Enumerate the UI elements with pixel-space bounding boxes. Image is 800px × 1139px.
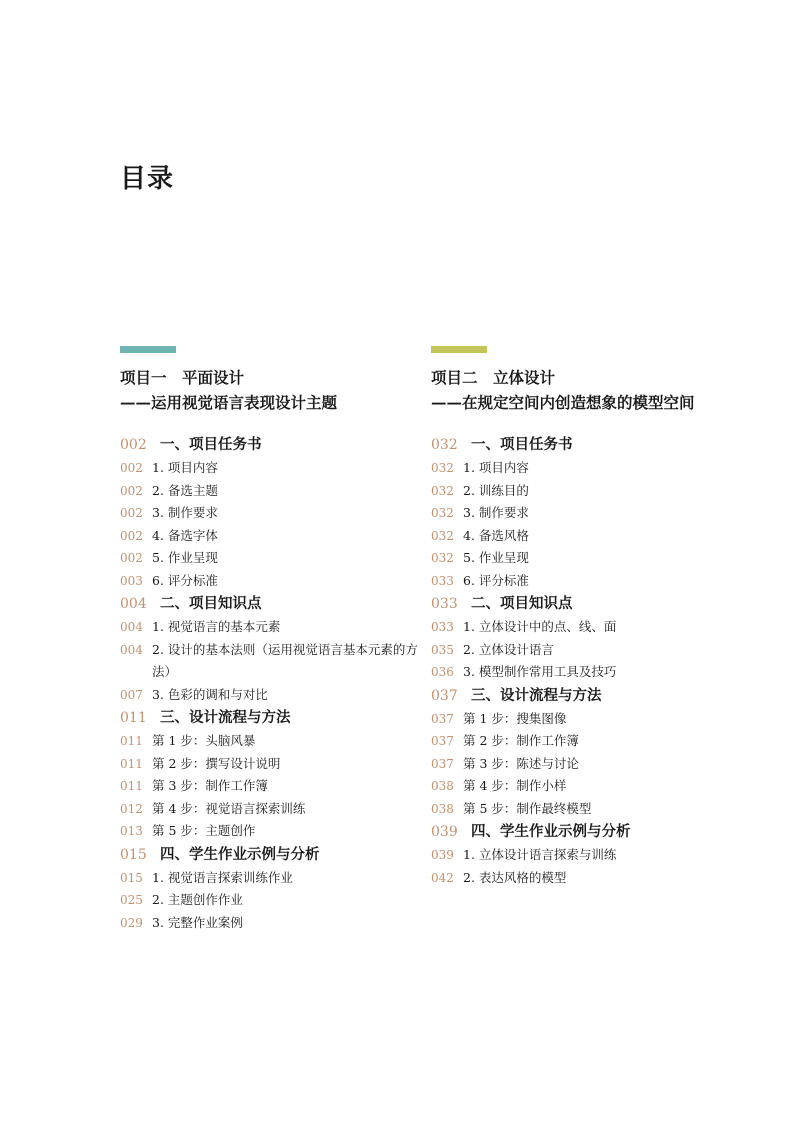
accent-bar <box>120 346 176 353</box>
entry-title: 一、项目任务书 <box>471 436 573 453</box>
toc-item-entry <box>431 616 731 639</box>
toc-column-project-one <box>120 346 420 934</box>
page-number: 002 <box>120 437 147 453</box>
page-number: 002 <box>120 528 143 543</box>
page-number: 025 <box>120 893 143 907</box>
entry-title: 第 5 步：制作最终模型 <box>463 800 592 816</box>
page-number: 039 <box>431 824 458 840</box>
toc-item-entry <box>431 525 731 548</box>
toc-column-project-two <box>431 346 731 889</box>
entry-title: 三、设计流程与方法 <box>160 709 291 726</box>
toc-entries <box>120 433 420 934</box>
toc-item-entry <box>431 639 731 662</box>
page-number: 013 <box>120 824 143 838</box>
toc-item-entry <box>120 867 420 890</box>
page-number: 029 <box>120 915 143 930</box>
project-title: 项目二 立体设计 <box>431 368 556 387</box>
accent-bar <box>431 346 487 353</box>
page-number: 011 <box>120 779 143 793</box>
toc-section-entry <box>120 843 420 867</box>
entry-title: 第 4 步：制作小样 <box>463 778 567 793</box>
page-number: 037 <box>431 734 454 748</box>
toc-item-entry <box>120 775 420 798</box>
entry-title: 一、项目任务书 <box>160 436 262 453</box>
page-number: 003 <box>120 573 143 588</box>
toc-entries <box>431 433 731 889</box>
page-number: 032 <box>431 528 454 543</box>
toc-item-entry <box>120 547 420 570</box>
page-number: 002 <box>120 461 143 475</box>
toc-item-entry <box>431 798 731 821</box>
entry-title: 6. 评分标准 <box>152 572 218 588</box>
entry-title: 5. 作业呈现 <box>152 550 218 565</box>
toc-item-entry <box>120 616 420 639</box>
entry-title: 2. 训练目的 <box>463 482 529 498</box>
page-number: 038 <box>431 801 454 816</box>
page-number: 033 <box>431 596 458 612</box>
page-number: 039 <box>431 848 454 862</box>
toc-section-entry <box>120 706 420 730</box>
toc-item-entry <box>431 753 731 776</box>
toc-item-entry <box>120 684 420 707</box>
entry-title: 1. 视觉语言的基本元素 <box>152 619 281 634</box>
entry-title: 2. 设计的基本法则（运用视觉语言基本元素的方法） <box>152 641 418 679</box>
entry-title: 二、项目知识点 <box>160 595 262 612</box>
toc-section-entry <box>431 433 731 457</box>
page-number: 015 <box>120 846 147 863</box>
page-number: 011 <box>120 756 143 771</box>
page-number: 007 <box>120 687 143 702</box>
entry-title: 第 2 步：制作工作簿 <box>463 733 579 748</box>
entry-title: 1. 项目内容 <box>463 460 529 475</box>
entry-title: 第 3 步：制作工作簿 <box>152 778 268 793</box>
toc-item-entry <box>120 889 420 912</box>
entry-title: 2. 备选主题 <box>152 482 218 498</box>
entry-title: 四、学生作业示例与分析 <box>160 845 320 863</box>
entry-title: 3. 模型制作常用工具及技巧 <box>463 664 617 679</box>
page-number: 033 <box>431 573 454 588</box>
entry-title: 第 4 步：视觉语言探索训练 <box>152 800 306 816</box>
toc-section-entry <box>431 684 731 708</box>
entry-title: 1. 立体设计语言探索与训练 <box>463 847 617 862</box>
entry-title: 二、项目知识点 <box>471 595 573 612</box>
project-subtitle: ——运用视觉语言表现设计主题 <box>120 393 338 412</box>
toc-section-entry <box>431 820 731 844</box>
page-number: 004 <box>120 642 143 657</box>
page-number: 002 <box>120 551 143 565</box>
toc-item-entry <box>431 867 731 890</box>
entry-title: 3. 色彩的调和与对比 <box>152 686 268 702</box>
entry-title: 4. 备选字体 <box>152 527 218 543</box>
entry-title: 第 1 步：头脑风暴 <box>152 733 256 748</box>
entry-title: 5. 作业呈现 <box>463 550 529 565</box>
toc-item-entry <box>120 639 420 684</box>
page-number: 004 <box>120 596 147 612</box>
entry-title: 第 5 步：主题创作 <box>152 823 256 838</box>
toc-item-entry <box>120 912 420 935</box>
project-subtitle: ——在规定空间内创造想象的模型空间 <box>431 393 695 412</box>
entry-title: 2. 立体设计语言 <box>463 641 554 657</box>
page-number: 002 <box>120 483 143 498</box>
entry-title: 第 3 步：陈述与讨论 <box>463 755 579 771</box>
page-number: 032 <box>431 483 454 498</box>
entry-title: 2. 表达风格的模型 <box>463 869 567 885</box>
entry-title: 1. 立体设计中的点、线、面 <box>463 619 617 634</box>
toc-item-entry <box>120 820 420 843</box>
page-number: 032 <box>431 506 454 520</box>
toc-section-entry <box>431 592 731 616</box>
toc-item-entry <box>120 753 420 776</box>
page-number: 037 <box>431 687 458 704</box>
page-number: 033 <box>431 620 454 634</box>
toc-item-entry <box>120 525 420 548</box>
toc-item-entry <box>120 570 420 593</box>
toc-item-entry <box>431 844 731 867</box>
toc-item-entry <box>431 730 731 753</box>
toc-item-entry <box>431 547 731 570</box>
entry-title: 1. 视觉语言探索训练作业 <box>152 869 293 885</box>
page-number: 011 <box>120 734 143 748</box>
page-number: 032 <box>431 551 454 565</box>
toc-item-entry <box>431 480 731 503</box>
toc-item-entry <box>431 661 731 684</box>
toc-section-entry <box>120 433 420 457</box>
page-title: 目录 <box>120 164 175 194</box>
toc-item-entry <box>431 502 731 525</box>
entry-title: 4. 备选风格 <box>463 527 529 543</box>
entry-title: 第 1 步：搜集图像 <box>463 710 567 726</box>
toc-section-entry <box>120 592 420 616</box>
toc-item-entry <box>431 708 731 731</box>
page-number: 036 <box>431 665 454 679</box>
toc-item-entry <box>120 480 420 503</box>
toc-item-entry <box>120 730 420 753</box>
entry-title: 2. 主题创作作业 <box>152 892 243 907</box>
entry-title: 3. 完整作业案例 <box>152 914 243 930</box>
page-number: 011 <box>120 710 147 726</box>
entry-title: 第 2 步：撰写设计说明 <box>152 755 281 771</box>
page-number: 004 <box>120 620 143 634</box>
entry-title: 3. 制作要求 <box>152 505 218 520</box>
page-number: 012 <box>120 801 143 816</box>
page-number: 032 <box>431 437 458 453</box>
page-number: 038 <box>431 779 454 793</box>
toc-item-entry <box>431 775 731 798</box>
page-number: 042 <box>431 870 454 885</box>
page-number: 035 <box>431 642 454 657</box>
entry-title: 6. 评分标准 <box>463 572 529 588</box>
entry-title: 三、设计流程与方法 <box>471 686 602 704</box>
entry-title: 3. 制作要求 <box>463 505 529 520</box>
project-title: 项目一 平面设计 <box>120 368 245 387</box>
page-number: 037 <box>431 711 454 726</box>
entry-title: 1. 项目内容 <box>152 460 218 475</box>
page-number: 032 <box>431 461 454 475</box>
page-number: 015 <box>120 870 143 885</box>
entry-title: 四、学生作业示例与分析 <box>471 823 631 840</box>
toc-item-entry <box>431 570 731 593</box>
toc-item-entry <box>120 798 420 821</box>
page-number: 037 <box>431 756 454 771</box>
toc-item-entry <box>431 457 731 480</box>
toc-item-entry <box>120 457 420 480</box>
toc-item-entry <box>120 502 420 525</box>
page-number: 002 <box>120 506 143 520</box>
